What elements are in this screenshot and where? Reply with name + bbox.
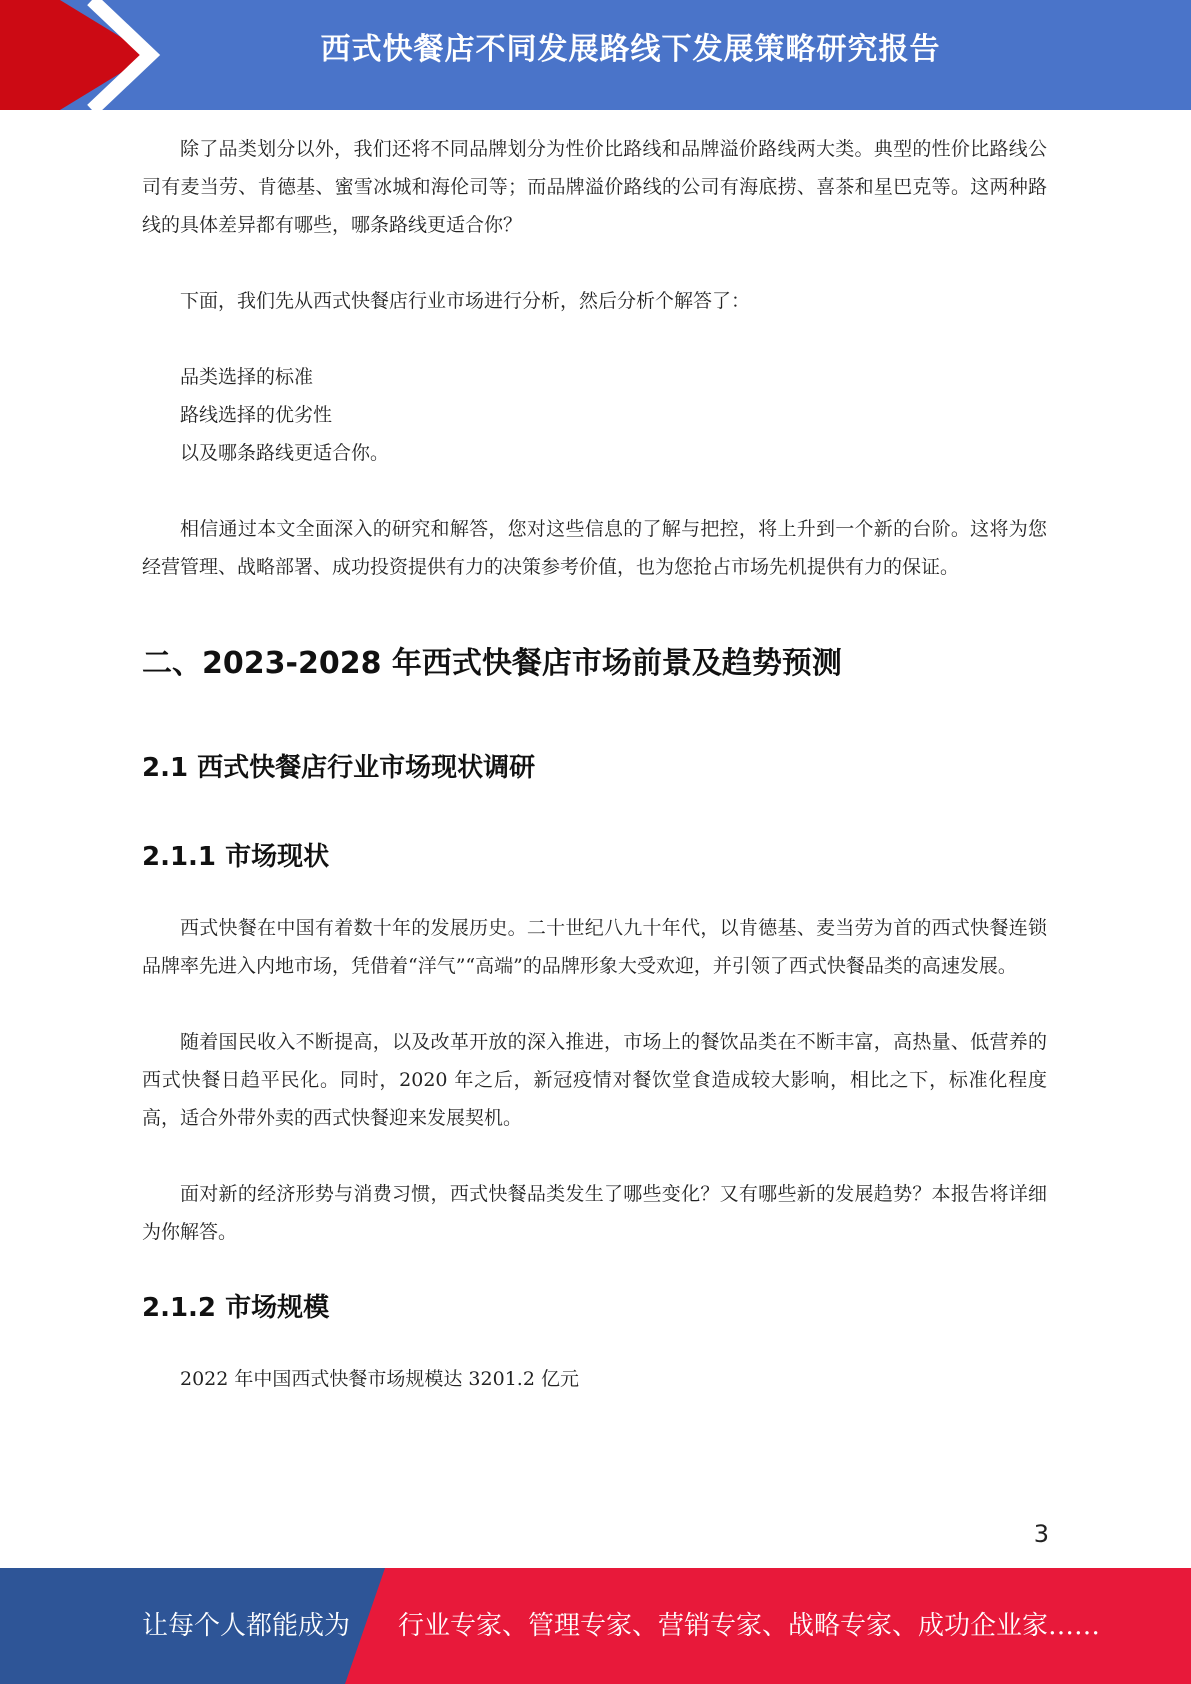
page-footer [0, 1568, 1191, 1684]
list-item: 品类选择的标准 [180, 366, 314, 388]
paragraph-trends: 面对新的经济形势与消费习惯，西式快餐品类发生了哪些变化？又有哪些新的发展趋势？本报告将详细为你解答。 [142, 1183, 1047, 1243]
paragraph-analysis-intro: 下面，我们先从西式快餐店行业市场进行分析，然后分析个解答了： [180, 290, 751, 312]
subsection-heading: 2.1.1 市场现状 [142, 842, 330, 872]
section-heading: 二、2023-2028 年西式快餐店市场前景及趋势预测 [142, 646, 842, 681]
footer-slogan-detail: 行业专家、管理专家、营销专家、战略专家、成功企业家…… [398, 1611, 1101, 1641]
report-title: 西式快餐店不同发展路线下发展策略研究报告 [320, 32, 941, 67]
paragraph-market-change: 随着国民收入不断提高，以及改革开放的深入推进，市场上的餐饮品类在不断丰富，高热量、低营养的西式快餐日趋平民化。同时，2020 年之后，新冠疫情对餐饮堂食造成较大影响，相比之下，标准化程度高，适合外带外卖的西式快餐迎来发展契机。 [142, 1031, 1047, 1129]
subsection-heading: 2.1.2 市场规模 [142, 1293, 330, 1323]
page-number: 3 [1033, 1520, 1049, 1548]
paragraph-route-intro: 除了品类划分以外，我们还将不同品牌划分为性价比路线和品牌溢价路线两大类。典型的性价比路线公司有麦当劳、肯德基、蜜雪冰城和海伦司等；而品牌溢价路线的公司有海底捞、喜茶和星巴克等。这两种路线的具体差异都有哪些，哪条路线更适合你？ [142, 138, 1047, 236]
list-item: 以及哪条路线更适合你。 [180, 442, 390, 464]
footer-slogan: 让每个人都能成为 [142, 1611, 351, 1641]
paragraph-value: 相信通过本文全面深入的研究和解答，您对这些信息的了解与把控，将上升到一个新的台阶。这将为您经营管理、战略部署、成功投资提供有力的决策参考价值，也为您抢占市场先机提供有力的保证。 [142, 518, 1047, 578]
paragraph-market-status: 西式快餐在中国有着数十年的发展历史。二十世纪八九十年代，以肯德基、麦当劳为首的西式快餐连锁品牌率先进入内地市场，凭借着“洋气”“高端”的品牌形象大受欢迎，并引领了西式快餐品类的高速发展。 [142, 917, 1047, 977]
subsection-heading: 2.1 西式快餐店行业市场现状调研 [142, 753, 536, 783]
list-item: 路线选择的优劣性 [180, 404, 333, 426]
paragraph-market-size: 2022 年中国西式快餐市场规模达 3201.2 亿元 [180, 1368, 579, 1390]
page-body [142, 130, 1047, 1398]
page-header [0, 0, 1191, 110]
